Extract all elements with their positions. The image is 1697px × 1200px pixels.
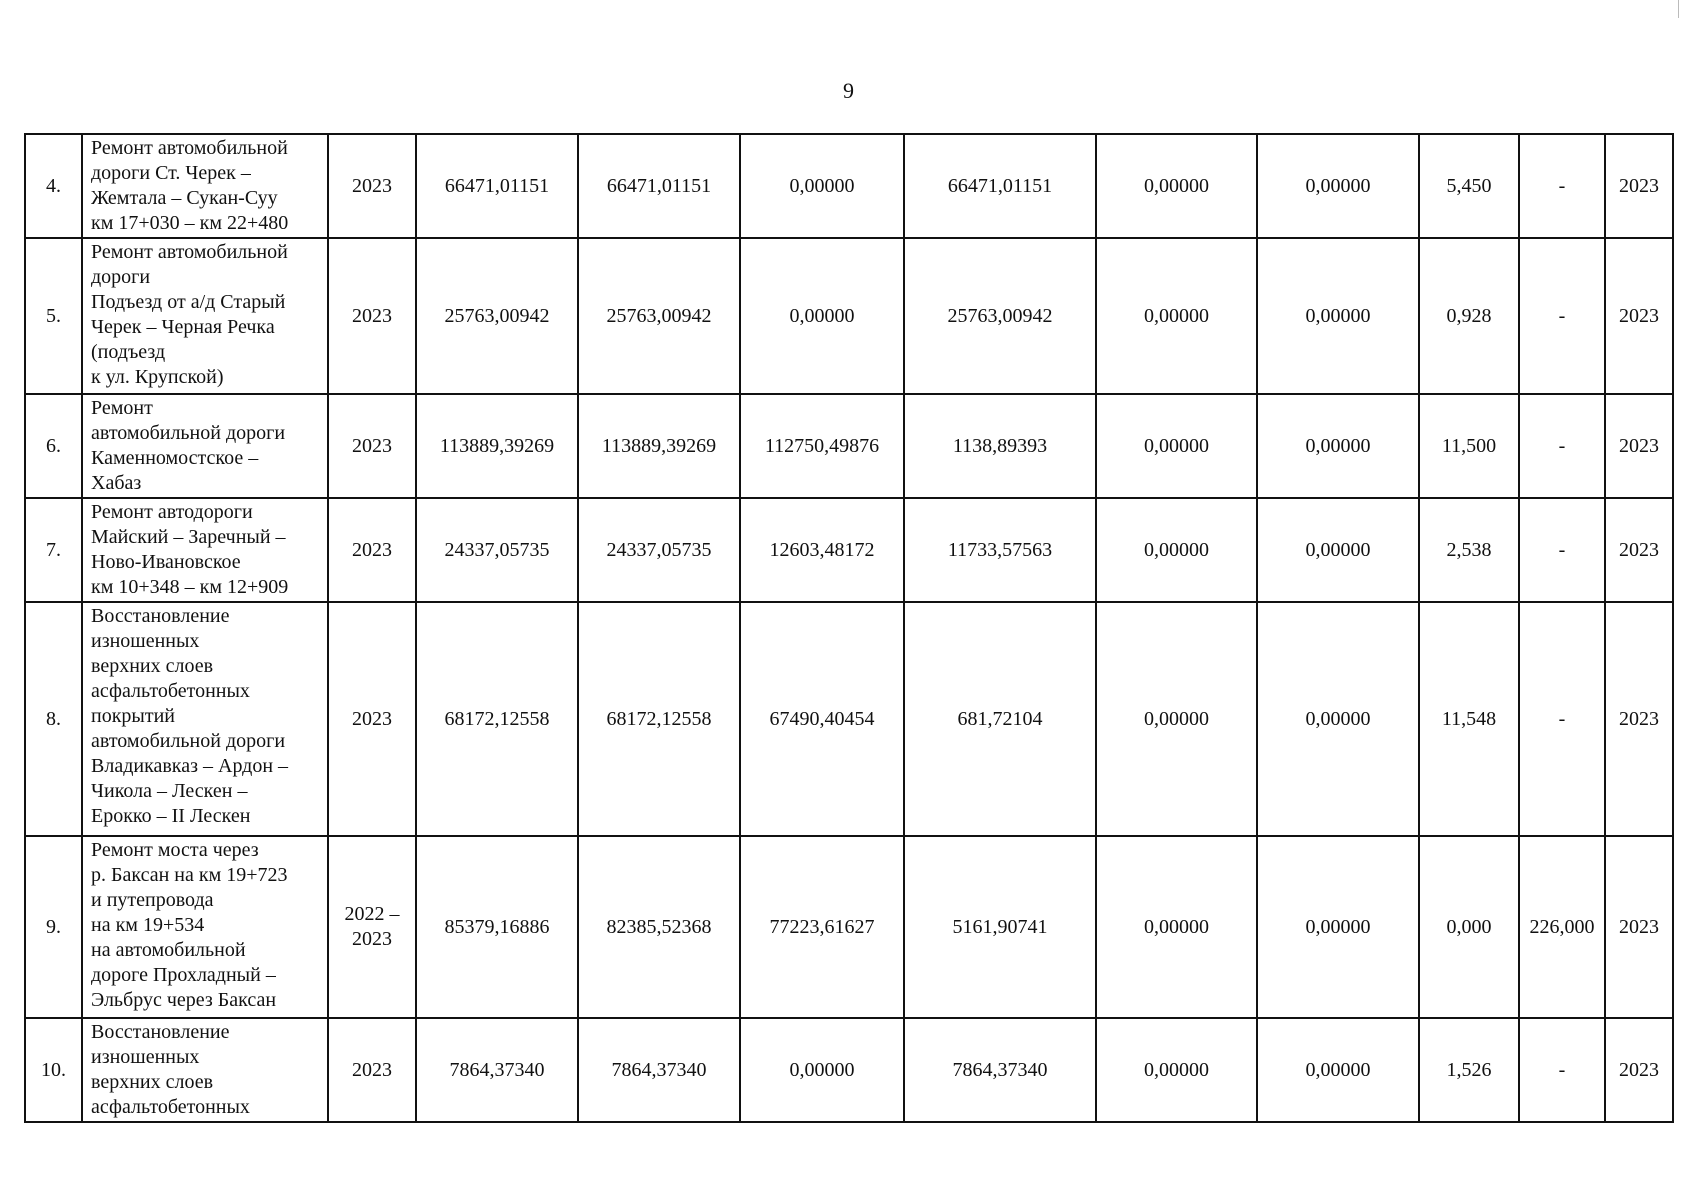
completion-year-cell: 2023 <box>1605 498 1673 602</box>
period-cell: 2023 <box>328 394 416 498</box>
length-km-cell: 5,450 <box>1419 134 1519 238</box>
amount-cell-2: 68172,12558 <box>578 602 740 836</box>
object-name-cell <box>82 602 328 836</box>
total-cost-cell: 113889,39269 <box>416 394 578 498</box>
total-cost-cell: 68172,12558 <box>416 602 578 836</box>
amount-cell-4: 1138,89393 <box>904 394 1096 498</box>
object-name-cell <box>82 498 328 602</box>
object-name-cell <box>82 1018 328 1122</box>
length-km-cell: 2,538 <box>1419 498 1519 602</box>
table-row <box>25 238 1673 394</box>
object-name: Ремонт автодороги Майский – Заречный – Ново-Ивановское км 10+348 – км 12+909 <box>91 501 289 598</box>
length-m-cell: - <box>1519 134 1605 238</box>
object-name-cell <box>82 836 328 1018</box>
completion-year-cell: 2023 <box>1605 238 1673 394</box>
object-name: Ремонт моста через р. Баксан на км 19+723 и путепровода на км 19+534 на автомобильной дороге Прохладный – Эльбрус через Баксан <box>91 839 288 1011</box>
period-cell: 2022 – 2023 <box>328 836 416 1018</box>
length-km-cell: 11,548 <box>1419 602 1519 836</box>
amount-cell-3: 67490,40454 <box>740 602 904 836</box>
table-row <box>25 498 1673 602</box>
amount-cell-4: 5161,90741 <box>904 836 1096 1018</box>
amount-cell-4: 681,72104 <box>904 602 1096 836</box>
completion-year-cell: 2023 <box>1605 836 1673 1018</box>
object-name: Ремонт автомобильной дороги Каменномостское – Хабаз <box>91 397 286 494</box>
object-name-cell <box>82 134 328 238</box>
object-name: Восстановление изношенных верхних слоев асфальтобетонных покрытий автомобильной дороги Владикавказ – Ардон – Чикола – Лескен – Ерокко – II Лескен <box>91 605 289 827</box>
length-km-cell: 0,928 <box>1419 238 1519 394</box>
completion-year-cell: 2023 <box>1605 1018 1673 1122</box>
amount-cell-5: 0,00000 <box>1096 134 1257 238</box>
table-row <box>25 1018 1673 1122</box>
completion-year-cell: 2023 <box>1605 394 1673 498</box>
amount-cell-5: 0,00000 <box>1096 498 1257 602</box>
completion-year-cell: 2023 <box>1605 134 1673 238</box>
scan-edge-mark <box>1678 0 1679 18</box>
amount-cell-6: 0,00000 <box>1257 602 1419 836</box>
row-number: 7. <box>25 498 82 602</box>
completion-year-cell: 2023 <box>1605 602 1673 836</box>
length-m-cell: - <box>1519 602 1605 836</box>
table-row <box>25 134 1673 238</box>
amount-cell-3: 0,00000 <box>740 1018 904 1122</box>
length-km-cell: 11,500 <box>1419 394 1519 498</box>
row-number: 6. <box>25 394 82 498</box>
period-cell: 2023 <box>328 1018 416 1122</box>
amount-cell-3: 0,00000 <box>740 238 904 394</box>
row-number: 10. <box>25 1018 82 1122</box>
amount-cell-3: 0,00000 <box>740 134 904 238</box>
amount-cell-5: 0,00000 <box>1096 1018 1257 1122</box>
total-cost-cell: 66471,01151 <box>416 134 578 238</box>
amount-cell-2: 113889,39269 <box>578 394 740 498</box>
table-row <box>25 836 1673 1018</box>
object-name-cell <box>82 394 328 498</box>
road-repair-table <box>24 133 1674 1123</box>
object-name: Ремонт автомобильной дороги Подъезд от а/д Старый Черек – Черная Речка (подъезд к ул. Крупской) <box>91 241 288 388</box>
amount-cell-6: 0,00000 <box>1257 394 1419 498</box>
object-name: Восстановление изношенных верхних слоев асфальтобетонных <box>91 1021 250 1118</box>
period-cell: 2023 <box>328 134 416 238</box>
amount-cell-6: 0,00000 <box>1257 1018 1419 1122</box>
table-row <box>25 394 1673 498</box>
amount-cell-4: 11733,57563 <box>904 498 1096 602</box>
amount-cell-2: 25763,00942 <box>578 238 740 394</box>
length-m-cell: - <box>1519 498 1605 602</box>
amount-cell-4: 7864,37340 <box>904 1018 1096 1122</box>
row-number: 9. <box>25 836 82 1018</box>
length-m-cell: 226,000 <box>1519 836 1605 1018</box>
amount-cell-2: 66471,01151 <box>578 134 740 238</box>
amount-cell-3: 12603,48172 <box>740 498 904 602</box>
length-km-cell: 0,000 <box>1419 836 1519 1018</box>
row-number: 4. <box>25 134 82 238</box>
amount-cell-4: 25763,00942 <box>904 238 1096 394</box>
amount-cell-6: 0,00000 <box>1257 134 1419 238</box>
amount-cell-3: 77223,61627 <box>740 836 904 1018</box>
amount-cell-2: 24337,05735 <box>578 498 740 602</box>
amount-cell-3: 112750,49876 <box>740 394 904 498</box>
period-cell: 2023 <box>328 602 416 836</box>
amount-cell-2: 82385,52368 <box>578 836 740 1018</box>
total-cost-cell: 24337,05735 <box>416 498 578 602</box>
object-name: Ремонт автомобильной дороги Ст. Черек – Жемтала – Сукан-Суу км 17+030 – км 22+480 <box>91 137 289 234</box>
total-cost-cell: 85379,16886 <box>416 836 578 1018</box>
total-cost-cell: 25763,00942 <box>416 238 578 394</box>
row-number: 8. <box>25 602 82 836</box>
amount-cell-6: 0,00000 <box>1257 498 1419 602</box>
amount-cell-5: 0,00000 <box>1096 394 1257 498</box>
length-m-cell: - <box>1519 238 1605 394</box>
length-m-cell: - <box>1519 394 1605 498</box>
table-row <box>25 602 1673 836</box>
amount-cell-6: 0,00000 <box>1257 836 1419 1018</box>
length-m-cell: - <box>1519 1018 1605 1122</box>
period-cell: 2023 <box>328 238 416 394</box>
period-cell: 2023 <box>328 498 416 602</box>
page-number: 9 <box>843 78 854 103</box>
row-number: 5. <box>25 238 82 394</box>
amount-cell-5: 0,00000 <box>1096 602 1257 836</box>
amount-cell-5: 0,00000 <box>1096 836 1257 1018</box>
amount-cell-4: 66471,01151 <box>904 134 1096 238</box>
amount-cell-5: 0,00000 <box>1096 238 1257 394</box>
length-km-cell: 1,526 <box>1419 1018 1519 1122</box>
total-cost-cell: 7864,37340 <box>416 1018 578 1122</box>
amount-cell-2: 7864,37340 <box>578 1018 740 1122</box>
amount-cell-6: 0,00000 <box>1257 238 1419 394</box>
object-name-cell <box>82 238 328 394</box>
